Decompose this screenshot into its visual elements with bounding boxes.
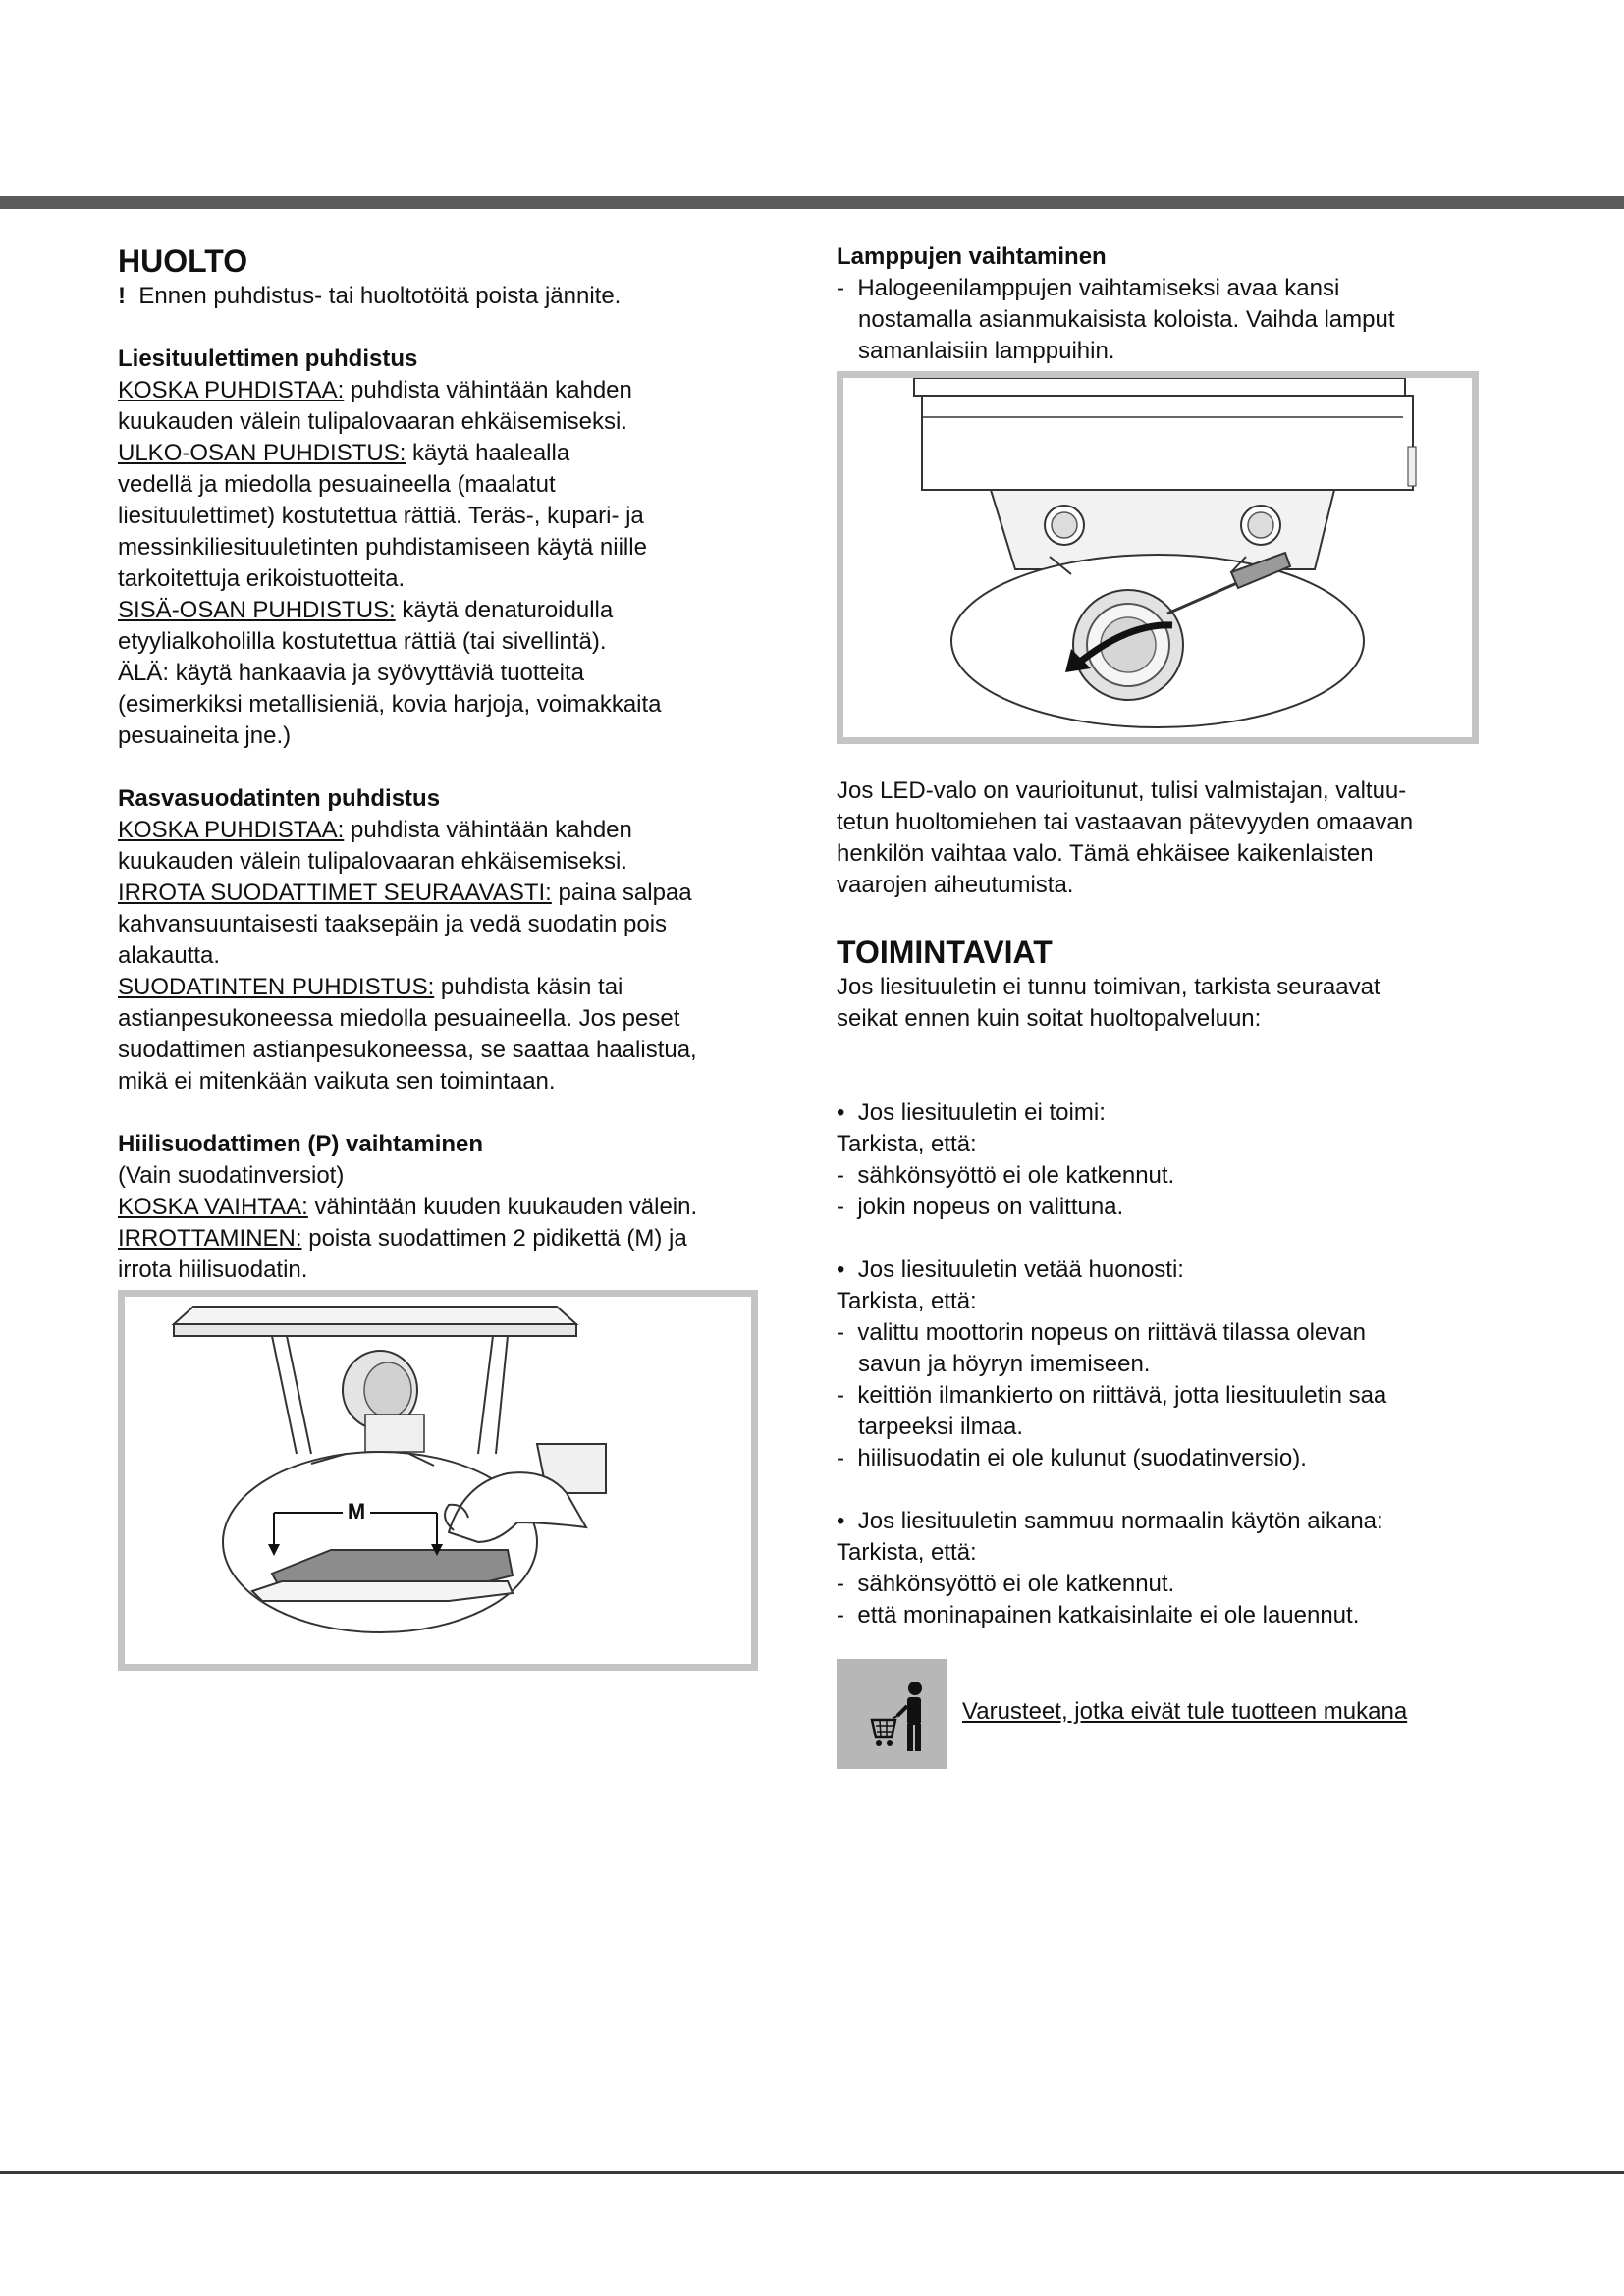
warning-mark: ! xyxy=(118,283,126,309)
case3-item1-text: sähkönsyöttö ei ole katkennut. xyxy=(857,1571,1175,1597)
grease-when-label: KOSKA PUHDISTAA: xyxy=(118,817,345,843)
grease-remove xyxy=(118,878,766,909)
case2-item2-cont: tarpeeksi ilmaa. xyxy=(858,1414,1024,1440)
hood-outside-3: liesituulettimet) kostutettua rättiä. Teräs-, kupari- ja xyxy=(118,503,644,529)
grease-clean-3: suodattimen astianpesukoneessa, se saattaa haalistua, xyxy=(118,1037,697,1063)
hood-inside-2: etyylialkoholilla kostutettua rättiä (tai sivellintä). xyxy=(118,628,607,655)
case1-item1 xyxy=(837,1160,1514,1192)
bullet-mark: • xyxy=(837,1256,845,1283)
dash-mark: - xyxy=(837,1162,844,1189)
m-label: M xyxy=(347,1499,366,1523)
accessories-link[interactable]: Varusteet, jotka eivät tule tuotteen mukana xyxy=(962,1698,1408,1725)
grease-clean-text: puhdista käsin tai xyxy=(434,974,623,1000)
hood-outside-label: ULKO-OSAN PUHDISTUS: xyxy=(118,440,406,466)
troubleshooting-title: TOIMINTAVIAT xyxy=(837,934,1053,970)
carbon-filter-figure xyxy=(118,1290,758,1671)
bullet-mark: • xyxy=(837,1508,845,1534)
hood-outside-4: messinkiliesituuletinten puhdistamiseen käytä niille xyxy=(118,534,647,561)
lamp-illustration xyxy=(843,378,1472,737)
case2-item2-text: keittiön ilmankierto on riittävä, jotta liesituuletin saa xyxy=(857,1382,1387,1409)
hood-when-label: KOSKA PUHDISTAA: xyxy=(118,377,345,403)
shopping-cart-person-icon xyxy=(837,1659,947,1769)
led-text-2: tetun huoltomiehen tai vastaavan pätevyyden omaavan xyxy=(837,809,1414,835)
grease-heading: Rasvasuodatinten puhdistus xyxy=(118,785,441,812)
hood-cleaning-heading: Liesituulettimen puhdistus xyxy=(118,346,418,372)
right-column xyxy=(837,241,1514,1769)
lamp-replacement-figure xyxy=(837,371,1479,744)
case2-item1-cont: savun ja höyryn imemiseen. xyxy=(858,1351,1151,1377)
carbon-heading: Hiilisuodattimen (P) vaihtaminen xyxy=(118,1131,484,1157)
hood-outside-5: tarkoitettuja erikoistuotteita. xyxy=(118,565,406,592)
case3-item1 xyxy=(837,1569,1514,1600)
hood-dont-3: pesuaineita jne.) xyxy=(118,722,292,749)
carbon-remove-label: IRROTTAMINEN: xyxy=(118,1225,302,1252)
case2-item3 xyxy=(837,1443,1514,1474)
carbon-when-text: vähintään kuuden kuukauden välein. xyxy=(307,1194,698,1220)
grease-remove-label: IRROTA SUODATTIMET SEURAAVASTI: xyxy=(118,880,552,906)
grease-when xyxy=(118,815,766,846)
case2-item1-text: valittu moottorin nopeus on riittävä tilassa olevan xyxy=(857,1319,1366,1346)
carbon-remove-text: poista suodattimen 2 pidikettä (M) ja xyxy=(301,1225,687,1252)
case2-item2 xyxy=(837,1380,1514,1412)
carbon-when xyxy=(118,1192,766,1223)
bullet-mark: • xyxy=(837,1099,845,1126)
case1-title-text: Jos liesituuletin ei toimi: xyxy=(857,1099,1106,1126)
grease-remove-3: alakautta. xyxy=(118,942,221,969)
warning-text: Ennen puhdistus- tai huoltotöitä poista jännite. xyxy=(138,283,622,309)
dash-mark: - xyxy=(837,1445,844,1471)
carbon-note: (Vain suodatinversiot) xyxy=(118,1162,345,1189)
led-text-4: vaarojen aiheutumista. xyxy=(837,872,1074,898)
carbon-remove xyxy=(118,1223,766,1255)
left-column xyxy=(118,241,766,1671)
troubleshooting-intro-1: Jos liesituuletin ei tunnu toimivan, tarkista seuraavat xyxy=(837,974,1380,1000)
grease-clean-2: astianpesukoneessa miedolla pesuaineella. Jos peset xyxy=(118,1005,680,1032)
case1-item1-text: sähkönsyöttö ei ole katkennut. xyxy=(857,1162,1175,1189)
lamps-instruction xyxy=(837,273,1514,304)
hood-when-text: puhdista vähintään kahden xyxy=(344,377,632,403)
hood-outside-text: käytä haalealla xyxy=(406,440,570,466)
carbon-when-label: KOSKA VAIHTAA: xyxy=(118,1194,308,1220)
dash-mark: - xyxy=(837,1382,844,1409)
grease-remove-2: kahvansuuntaisesti taaksepäin ja vedä suodatin pois xyxy=(118,911,668,937)
accessories-row xyxy=(837,1659,1514,1769)
case1-check: Tarkista, että: xyxy=(837,1131,977,1157)
case3-title-text: Jos liesituuletin sammuu normaalin käytön aikana: xyxy=(857,1508,1383,1534)
hood-dont-1: ÄLÄ: käytä hankaavia ja syövyttäviä tuotteita xyxy=(118,660,584,686)
case1-title xyxy=(837,1097,1514,1129)
case3-check: Tarkista, että: xyxy=(837,1539,977,1566)
warning-line xyxy=(118,281,766,312)
case3-item2-text: että moninapainen katkaisinlaite ei ole lauennut. xyxy=(857,1602,1360,1629)
hood-inside xyxy=(118,595,766,626)
hood-dont-2: (esimerkiksi metallisieniä, kovia harjoja, voimakkaita xyxy=(118,691,662,718)
case2-title-text: Jos liesituuletin vetää huonosti: xyxy=(857,1256,1184,1283)
header-bar xyxy=(0,196,1624,209)
case1-item2-text: jokin nopeus on valittuna. xyxy=(857,1194,1124,1220)
lamps-heading: Lamppujen vaihtaminen xyxy=(837,243,1107,270)
hood-outside-2: vedellä ja miedolla pesuaineella (maalatut xyxy=(118,471,556,498)
grease-when-2: kuukauden välein tulipalovaaran ehkäisemiseksi. xyxy=(118,848,627,875)
hood-when-2: kuukauden välein tulipalovaaran ehkäisemiseksi. xyxy=(118,408,627,435)
dash-mark: - xyxy=(837,1194,844,1220)
case2-item3-text: hiilisuodatin ei ole kulunut (suodatinversio). xyxy=(857,1445,1307,1471)
lamps-text-3: samanlaisiin lamppuihin. xyxy=(858,338,1115,364)
hood-when xyxy=(118,375,766,406)
carbon-filter-illustration xyxy=(125,1297,751,1664)
dash-mark: - xyxy=(837,275,844,301)
dash-mark: - xyxy=(837,1319,844,1346)
service-title: HUOLTO xyxy=(118,243,248,279)
led-text-3: henkilön vaihtaa valo. Tämä ehkäisee kaikenlaisten xyxy=(837,840,1374,867)
grease-clean-4: mikä ei mitenkään vaikuta sen toimintaan. xyxy=(118,1068,556,1095)
lamps-text-2: nostamalla asianmukaisista koloista. Vaihda lamput xyxy=(858,306,1395,333)
hood-inside-text: käytä denaturoidulla xyxy=(395,597,614,623)
hood-inside-label: SISÄ-OSAN PUHDISTUS: xyxy=(118,597,396,623)
lamps-text-1: Halogeenilamppujen vaihtamiseksi avaa kansi xyxy=(857,275,1340,301)
grease-clean-label: SUODATINTEN PUHDISTUS: xyxy=(118,974,435,1000)
case2-check: Tarkista, että: xyxy=(837,1288,977,1314)
footer-rule xyxy=(0,2171,1624,2174)
led-text-1: Jos LED-valo on vaurioitunut, tulisi valmistajan, valtuu- xyxy=(837,777,1407,804)
dash-mark: - xyxy=(837,1602,844,1629)
case2-title xyxy=(837,1255,1514,1286)
carbon-remove-2: irrota hiilisuodatin. xyxy=(118,1256,308,1283)
grease-clean xyxy=(118,972,766,1003)
grease-remove-text: paina salpaa xyxy=(551,880,692,906)
case1-item2 xyxy=(837,1192,1514,1223)
case3-item2 xyxy=(837,1600,1514,1631)
grease-when-text: puhdista vähintään kahden xyxy=(344,817,632,843)
dash-mark: - xyxy=(837,1571,844,1597)
troubleshooting-intro-2: seikat ennen kuin soitat huoltopalveluun: xyxy=(837,1005,1262,1032)
case2-item1 xyxy=(837,1317,1514,1349)
hood-outside xyxy=(118,438,766,469)
case3-title xyxy=(837,1506,1514,1537)
